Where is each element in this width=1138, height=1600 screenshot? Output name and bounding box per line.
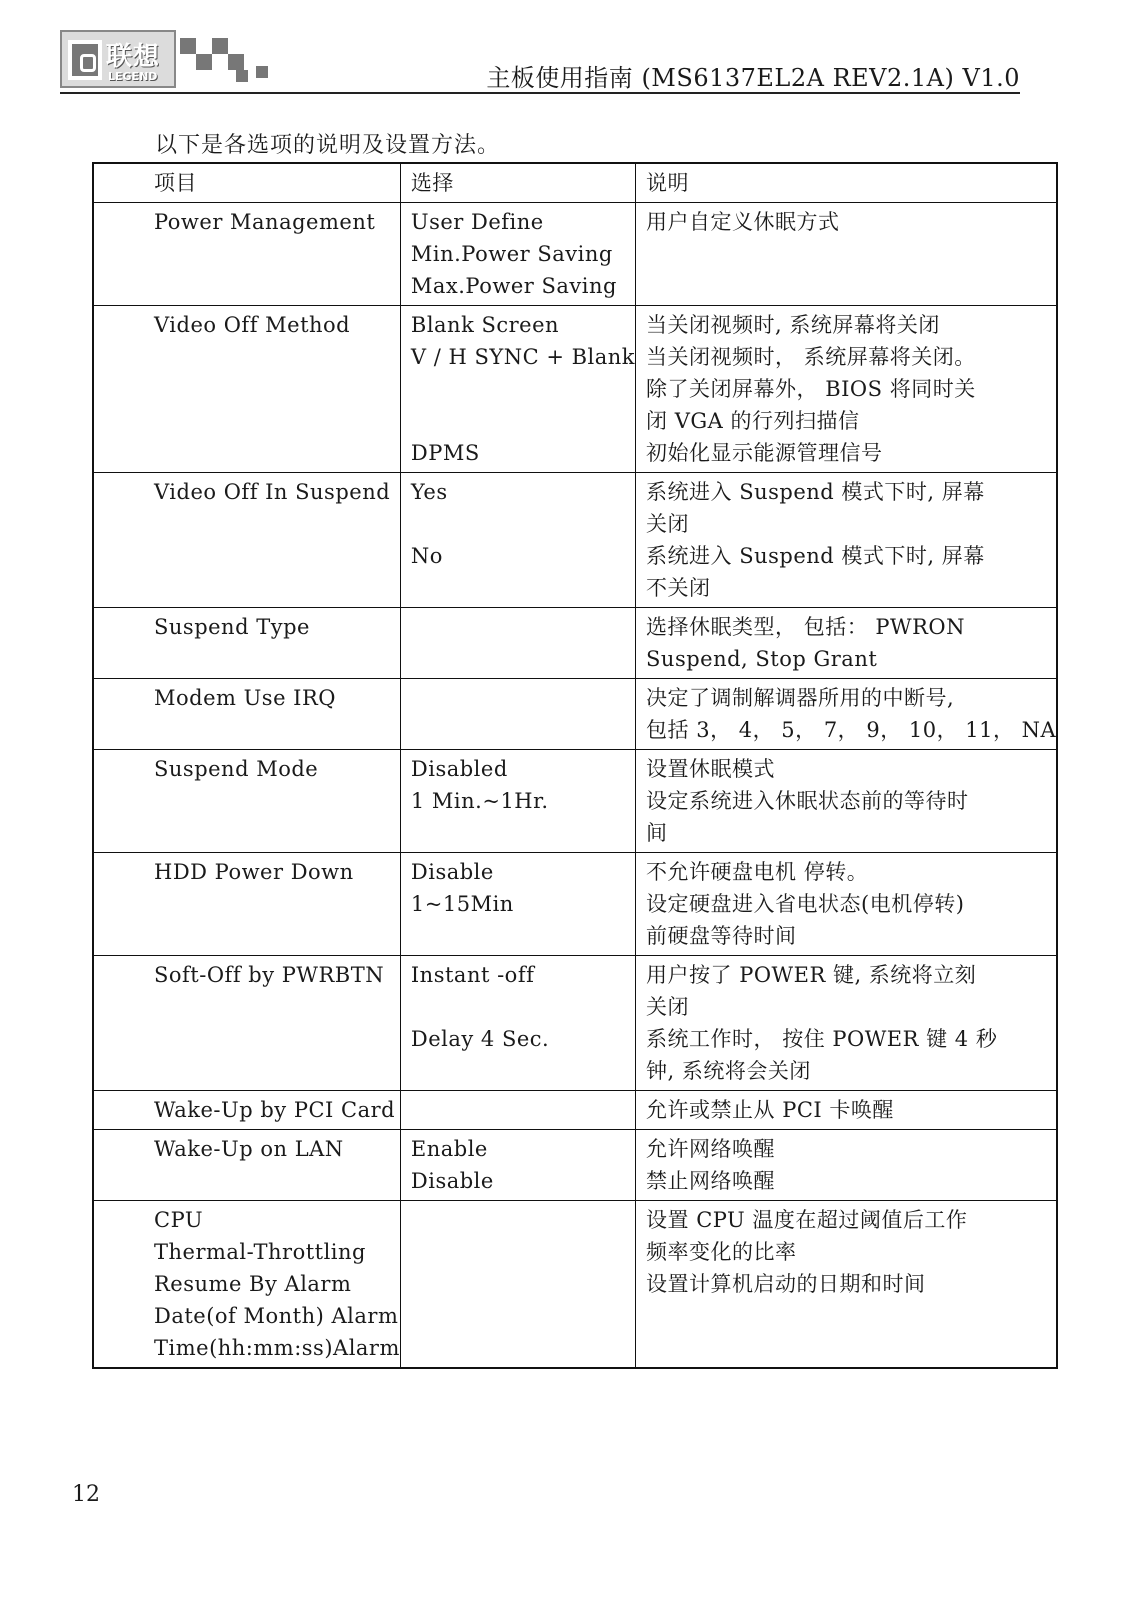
column-header-item: 项目 [93,163,400,203]
description-cell-line: 允许网络唤醒 [646,1137,776,1161]
item-cell-line: Suspend Mode [154,757,319,781]
choice-cell [400,1201,635,1369]
description-cell [636,1201,1058,1369]
choice-cell-line: Disable [410,1169,494,1193]
description-cell-line: Suspend, Stop Grant [646,647,878,671]
choice-cell-line [411,991,635,1023]
table-row [93,473,1057,608]
choice-cell-line: No [410,544,443,568]
item-cell-line: Video Off Method [154,313,351,337]
choice-cell [400,1130,635,1201]
description-cell-line: 系统进入 Suspend 模式下时, 屏幕 [646,480,985,504]
item-cell-line: HDD Power Down [154,860,354,884]
item-cell-line: Time(hh:mm:ss)Alarm [154,1336,400,1360]
logo-english-text: LEGEND [108,70,158,83]
description-cell [636,203,1058,306]
choice-cell-line [411,405,635,437]
item-cell [93,203,400,306]
choice-cell-line [411,373,635,405]
choice-cell-line: Yes [410,480,448,504]
choice-cell-line: Instant -off [410,963,535,987]
choice-cell [400,750,635,853]
choice-cell-line: User Define [410,210,544,234]
header-divider [60,92,1020,94]
description-cell [636,608,1058,679]
item-cell [93,1201,400,1369]
description-cell-line: 设置计算机启动的日期和时间 [646,1272,926,1296]
item-cell-line: Wake-Up by PCI Card [154,1098,396,1122]
description-cell [636,306,1058,473]
description-cell-line: 设定系统进入休眠状态前的等待时 [646,789,969,813]
item-cell [93,750,400,853]
description-cell-line: 间 [646,821,668,845]
logo-chinese-text: 联想 [106,42,161,72]
description-cell-line: 频率变化的比率 [646,1240,797,1264]
item-cell-line: CPU [154,1208,204,1232]
description-cell-line: 用户自定义休眠方式 [646,210,840,234]
options-table-body [93,163,1057,1368]
description-cell-line: 钟, 系统将会关闭 [646,1059,811,1083]
description-cell [636,750,1058,853]
choice-cell-line: Disabled [410,757,508,781]
description-cell [636,1130,1058,1201]
table-row [93,750,1057,853]
column-header-description: 说明 [636,163,1058,203]
description-cell-line: 用户按了 POWER 键, 系统将立刻 [646,963,977,987]
description-cell-line: 包括 3， 4， 5， 7， 9， 10， 11， NA [646,718,1057,742]
description-cell-line: 关闭 [646,995,690,1019]
choice-cell [400,608,635,679]
item-cell [93,1130,400,1201]
logo-decor-square [228,54,244,70]
choice-cell-line: DPMS [410,441,480,465]
description-cell [636,956,1058,1091]
choice-cell [400,679,635,750]
item-cell-line: Power Management [154,210,376,234]
item-cell-line: Resume By Alarm [154,1272,352,1296]
table-row [93,203,1057,306]
page-header [60,30,1020,98]
item-cell-line: Modem Use IRQ [154,686,337,710]
table-row [93,1130,1057,1201]
choice-cell-line: Delay 4 Sec. [410,1027,550,1051]
document-title: 主板使用指南 (MS6137EL2A REV2.1A) V1.0 [486,64,1020,92]
table-row [93,1091,1057,1130]
description-cell-line: 当关闭视频时， 系统屏幕将关闭。 [646,345,976,369]
choice-cell-line: 1~15Min [410,892,514,916]
item-cell [93,1091,400,1130]
choice-cell [400,473,635,608]
table-row [93,956,1057,1091]
choice-cell-line: Max.Power Saving [410,274,617,298]
table-row [93,608,1057,679]
description-cell-line: 前硬盘等待时间 [646,924,797,948]
choice-cell-line [411,508,635,540]
description-cell-line: 设置休眠模式 [646,757,776,781]
item-cell [93,679,400,750]
description-cell-line: 初始化显示能源管理信号 [646,441,883,465]
item-cell-line: Thermal-Throttling [154,1240,366,1264]
item-cell-line: Suspend Type [154,615,310,639]
description-cell-line: 不关闭 [646,576,711,600]
choice-cell [400,306,635,473]
options-table [92,162,1058,1369]
description-cell-line: 闭 VGA 的行列扫描信 [646,409,860,433]
description-cell [636,473,1058,608]
description-cell-line: 决定了调制解调器所用的中断号, [646,686,955,710]
item-cell [93,306,400,473]
logo-decor-square [256,66,268,78]
description-cell-line: 系统进入 Suspend 模式下时, 屏幕 [646,544,985,568]
description-cell-line: 设定硬盘进入省电状态(电机停转) [646,892,965,916]
item-cell-line: Video Off In Suspend [154,480,391,504]
logo-mark-icon [68,40,102,80]
description-cell-line: 允许或禁止从 PCI 卡唤醒 [646,1098,894,1122]
choice-cell [400,1091,635,1130]
choice-cell-line: Min.Power Saving [410,242,613,266]
description-cell-line: 禁止网络唤醒 [646,1169,776,1193]
choice-cell-line: 1 Min.~1Hr. [410,789,549,813]
table-row [93,306,1057,473]
intro-text: 以下是各选项的说明及设置方法。 [155,133,501,158]
item-cell [93,853,400,956]
description-cell-line: 不允许硬盘电机 停转。 [646,860,869,884]
choice-cell-line: V / H SYNC + Blank [410,345,636,369]
choice-cell [400,956,635,1091]
description-cell-line: 当关闭视频时, 系统屏幕将关闭 [646,313,940,337]
choice-cell-line: Disable [410,860,494,884]
description-cell [636,1091,1058,1130]
logo-decor-square [212,38,228,54]
table-row [93,1201,1057,1369]
description-cell-line: 设置 CPU 温度在超过阈值后工作 [646,1208,968,1232]
description-cell-line: 除了关闭屏幕外， BIOS 将同时关 [646,377,976,401]
choice-cell-line: Enable [410,1137,488,1161]
item-cell-line: Wake-Up on LAN [154,1137,344,1161]
choice-cell [400,203,635,306]
table-row [93,679,1057,750]
legend-logo [60,30,176,88]
description-cell-line: 关闭 [646,512,690,536]
item-cell-line: Soft-Off by PWRBTN [154,963,385,987]
logo-decor-square [236,70,248,82]
description-cell [636,853,1058,956]
description-cell-line: 系统工作时， 按住 POWER 键 4 秒 [646,1027,998,1051]
item-cell [93,956,400,1091]
table-row [93,853,1057,956]
description-cell [636,679,1058,750]
page-number: 12 [72,1482,100,1507]
item-cell [93,473,400,608]
logo-decor-square [196,54,212,70]
item-cell-line: Date(of Month) Alarm [154,1304,399,1328]
choice-cell-line: Blank Screen [410,313,560,337]
choice-cell [400,853,635,956]
table-header-row [93,163,1057,203]
item-cell [93,608,400,679]
logo-decor-square [180,38,196,54]
column-header-choice: 选择 [400,163,635,203]
description-cell-line: 选择休眠类型， 包括： PWRON [646,615,965,639]
